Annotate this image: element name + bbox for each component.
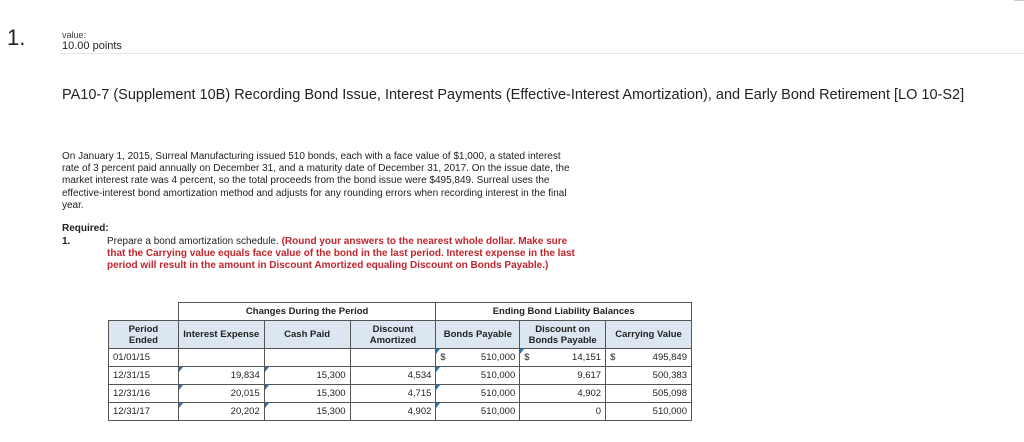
bonds-payable-input[interactable]: 510,000 [436,403,520,421]
required-item-text [107,236,577,273]
amortization-schedule-table [108,302,692,421]
row-date: 12/31/15 [109,367,179,385]
table-row [109,367,692,385]
blank-cell [264,349,350,367]
header-divider [60,53,1024,54]
carrying-value-cell [606,349,692,367]
row-date: 12/31/16 [109,385,179,403]
currency-symbol: $ [440,352,446,363]
discount-amortized-cell: 4,534 [350,367,436,385]
cash-paid-input[interactable]: 15,300 [264,385,350,403]
required-instruction: Prepare a bond amortization schedule. [107,236,279,247]
col-header-bonds-payable: Bonds Payable [436,321,520,349]
discount-on-bonds-cell: 4,902 [520,385,606,403]
cash-paid-input[interactable]: 15,300 [264,403,350,421]
table-row [109,349,692,367]
col-header-period: Period Ended [109,321,179,349]
col-header-discount-on-bonds: Discount on Bonds Payable [520,321,606,349]
col-header-discount-amortized: Discount Amortized [350,321,436,349]
interest-expense-input[interactable]: 20,015 [178,385,264,403]
discount-amortized-cell: 4,715 [350,385,436,403]
interest-expense-input[interactable]: 19,834 [178,367,264,385]
col-header-carrying-value: Carrying Value [606,321,692,349]
col-header-cash: Cash Paid [264,321,350,349]
carrying-value-cell: 505,098 [606,385,692,403]
required-item-number: 1. [62,236,71,247]
col-header-interest: Interest Expense [178,321,264,349]
problem-title: PA10-7 (Supplement 10B) Recording Bond Issue, Interest Payments (Effective-Interest Amortization), and Early Bond Retirement [LO 10-S2] [62,87,965,103]
row-date: 12/31/17 [109,403,179,421]
points-value: 10.00 points [62,40,122,52]
blank-cell [350,349,436,367]
discount-on-bonds-input[interactable] [520,349,606,367]
carrying-value-cell: 500,383 [606,367,692,385]
discount-on-bonds-cell: 0 [520,403,606,421]
bonds-payable-input[interactable]: 510,000 [436,367,520,385]
top-right-rule [1014,0,1024,6]
currency-symbol: $ [524,352,530,363]
bonds-payable-value: 510,000 [480,352,516,363]
bonds-payable-input[interactable] [436,349,520,367]
discount-amortized-cell: 4,902 [350,403,436,421]
required-heading: Required: [62,223,109,234]
required-emphasis: (Round your answers to the nearest whole dollar. Make sure that the Carrying value equals face value of the bond in the last period. Interest expense in the last period will result in the amount in Discount Amortized equaling Discount on Bonds Payable.) [107,236,575,272]
group-header-changes: Changes During the Period [178,303,436,321]
group-header-ending: Ending Bond Liability Balances [436,303,692,321]
value-label: value: [62,30,87,40]
interest-expense-input[interactable]: 20,202 [178,403,264,421]
row-date: 01/01/15 [109,349,179,367]
blank-cell [178,349,264,367]
question-number: 1. [7,25,26,50]
bonds-payable-input[interactable]: 510,000 [436,385,520,403]
currency-symbol: $ [610,352,616,363]
carrying-value-cell: 510,000 [606,403,692,421]
carrying-value: 495,849 [652,352,687,363]
table-row [109,403,692,421]
discount-on-bonds-value: 14,151 [572,352,602,363]
blank-corner [109,303,179,321]
problem-intro: On January 1, 2015, Surreal Manufacturing issued 510 bonds, each with a face value of $1,000, a stated interest rate of 3 percent paid annually on December 31, and a maturity date of December 31, 2017. On the issue date, the market interest rate was 4 percent, so the total proceeds from the bond issue were $495,849. Surreal uses the effective-interest bond amortization method and adjusts for any rounding errors when recording interest in the final year. [62,151,570,211]
cash-paid-input[interactable]: 15,300 [264,367,350,385]
discount-on-bonds-cell: 9,617 [520,367,606,385]
table-row [109,385,692,403]
